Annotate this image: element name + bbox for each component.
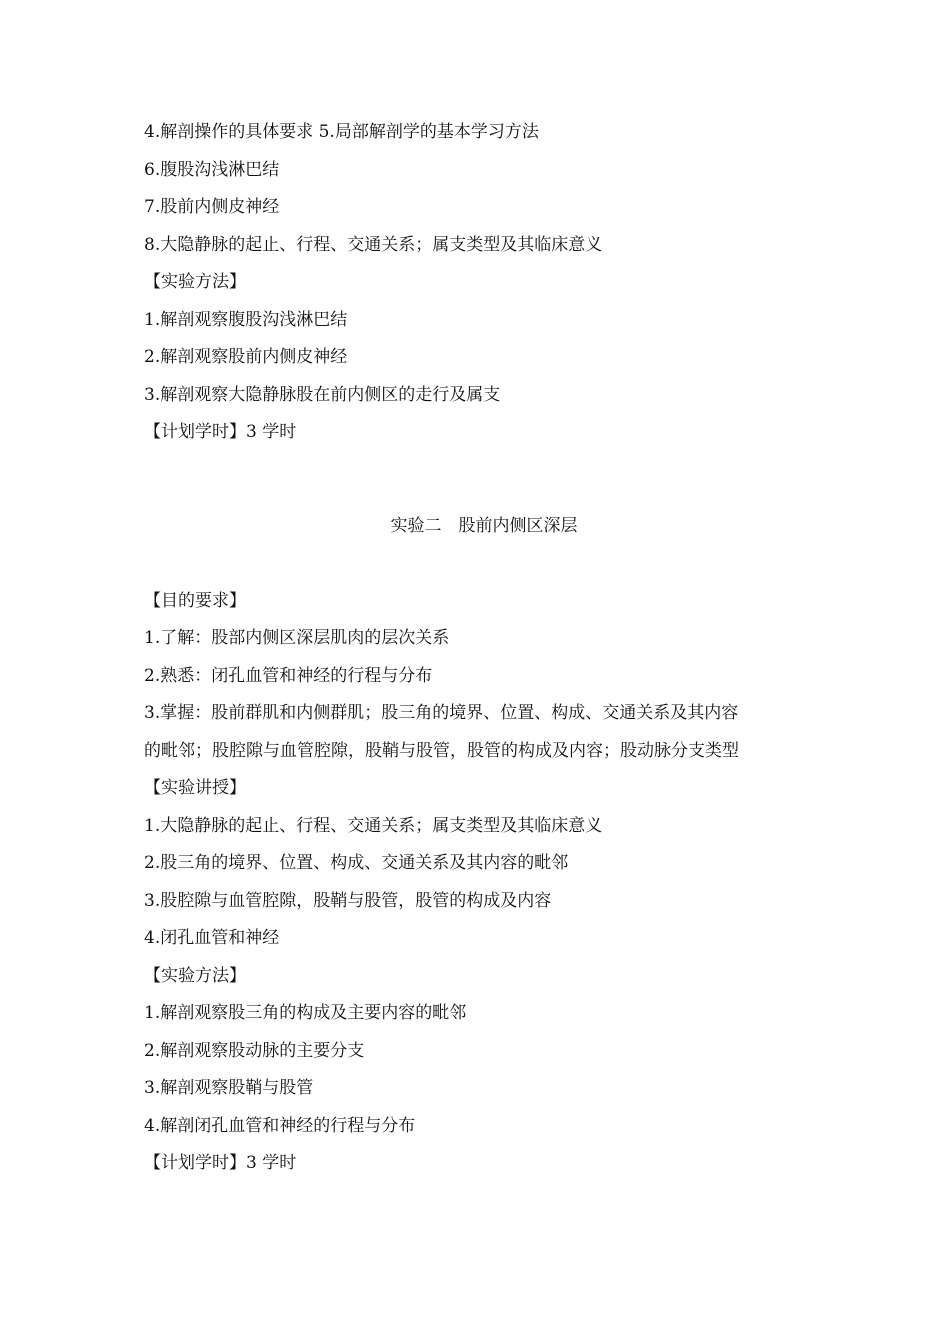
text-line: 3.股腔隙与血管腔隙，股鞘与股管，股管的构成及内容 xyxy=(144,890,552,911)
section-heading: 【计划学时】3 学时 xyxy=(144,1153,297,1173)
text-line: 2.股三角的境界、位置、构成、交通关系及其内容的毗邻 xyxy=(144,853,569,873)
text-line: 8.大隐静脉的起止、行程、交通关系；属支类型及其临床意义 xyxy=(144,234,603,255)
text-line: 6.腹股沟浅淋巴结 xyxy=(144,159,280,180)
section-heading: 【实验方法】 xyxy=(144,965,246,986)
text-line: 1.大隐静脉的起止、行程、交通关系；属支类型及其临床意义 xyxy=(144,815,603,836)
text-line: 4.解剖闭孔血管和神经的行程与分布 xyxy=(144,1115,416,1136)
text-line: 1.解剖观察腹股沟浅淋巴结 xyxy=(144,309,348,330)
text-line: 2.解剖观察股前内侧皮神经 xyxy=(144,347,348,367)
text-line: 1.解剖观察股三角的构成及主要内容的毗邻 xyxy=(144,1003,467,1023)
experiment-title-block xyxy=(144,452,824,583)
text-line: 3.解剖观察大隐静脉股在前内侧区的走行及属支 xyxy=(144,384,501,405)
text-line: 的毗邻；股腔隙与血管腔隙，股鞘与股管，股管的构成及内容；股动脉分支类型 xyxy=(144,740,739,761)
document-page xyxy=(144,114,824,1183)
text-line: 4.解剖操作的具体要求 5.局部解剖学的基本学习方法 xyxy=(144,122,539,142)
text-line: 3.掌握：股前群肌和内侧群肌；股三角的境界、位置、构成、交通关系及其内容 xyxy=(144,703,739,723)
text-line: 4.闭孔血管和神经 xyxy=(144,928,280,948)
section-heading: 【目的要求】 xyxy=(144,590,246,611)
text-line: 3.解剖观察股鞘与股管 xyxy=(144,1078,314,1098)
text-line: 2.解剖观察股动脉的主要分支 xyxy=(144,1040,365,1061)
text-line: 7.股前内侧皮神经 xyxy=(144,197,280,217)
section-heading: 【实验讲授】 xyxy=(144,778,246,798)
section-heading: 【计划学时】3 学时 xyxy=(144,422,297,442)
text-line: 2.熟悉：闭孔血管和神经的行程与分布 xyxy=(144,665,433,686)
text-line: 1.了解：股部内侧区深层肌肉的层次关系 xyxy=(144,628,450,648)
section-heading: 【实验方法】 xyxy=(144,272,246,292)
experiment-title: 实验二 股前内侧区深层 xyxy=(390,516,578,537)
